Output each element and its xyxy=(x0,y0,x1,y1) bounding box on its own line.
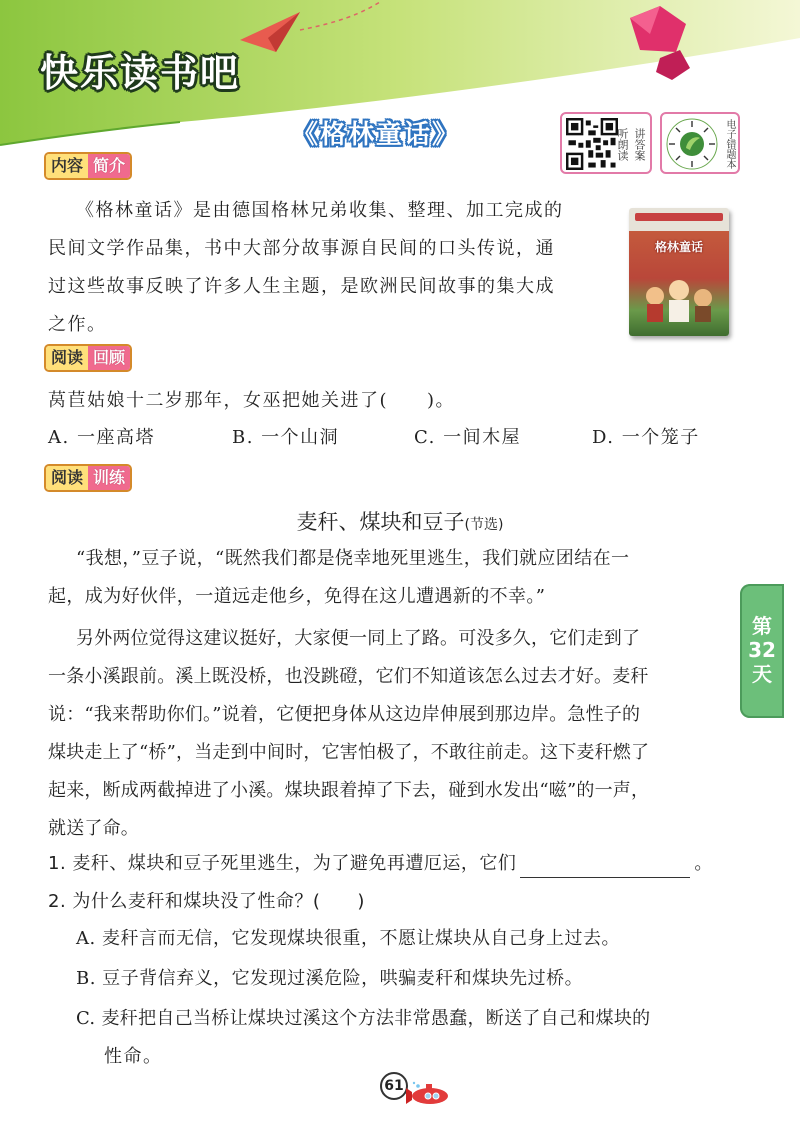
q2-option-c: C. 麦秆把自己当桥让煤块过溪这个方法非常愚蠢，断送了自己和煤块的 xyxy=(76,1008,651,1029)
review-option-d: D. 一个笼子 xyxy=(592,427,700,448)
story-line: 说：“我来帮助你们。”说着，它便把身体从这边岸伸展到那边岸。急性子的 xyxy=(48,704,641,725)
qr-code-audio[interactable] xyxy=(560,112,652,174)
question-1 xyxy=(48,850,713,878)
side-tab-text: 32 xyxy=(748,638,776,662)
mini-program-code-icon xyxy=(666,118,718,170)
tag-text: 简介 xyxy=(88,154,130,178)
section-tag-training xyxy=(44,464,132,492)
banner-title: 快乐读书吧 xyxy=(40,51,241,95)
story-line: “我想，”豆子说，“既然我们都是侥幸地死里逃生，我们就应团结在一 xyxy=(76,548,630,569)
qr-code-icon xyxy=(566,118,618,170)
submarine-icon xyxy=(402,1080,450,1108)
page-number: 61 xyxy=(380,1072,408,1100)
review-option-a: A. 一座高塔 xyxy=(48,427,155,448)
review-option-c: C. 一间木屋 xyxy=(414,427,522,448)
intro-line: 《格林童话》是由德国格林兄弟收集、整理、加工完成的 xyxy=(76,200,564,221)
section-tag-intro xyxy=(44,152,132,180)
story-line: 就送了命。 xyxy=(48,818,139,839)
qr-label-text: 电子错题本 xyxy=(724,119,735,169)
side-tab-text: 天 xyxy=(752,662,772,686)
tag-text: 训练 xyxy=(88,466,130,490)
qr-label xyxy=(616,118,646,170)
intro-line: 过这些故事反映了许多人生主题，是欧洲民间故事的集大成 xyxy=(48,276,555,297)
tag-text: 阅读 xyxy=(46,466,88,490)
side-tab-text: 第 xyxy=(752,614,772,638)
story-line: 一条小溪跟前。溪上既没桥，也没跳磴，它们不知道该怎么过去才好。麦秆 xyxy=(48,666,649,687)
q2-option-a: A. 麦秆言而无信，它发现煤块很重，不愿让煤块从自己身上过去。 xyxy=(76,928,620,949)
intro-line: 民间文学作品集，书中大部分故事源自民间的口头传说，通 xyxy=(48,238,555,259)
intro-line: 之作。 xyxy=(48,314,107,335)
story-title-note: (节选) xyxy=(464,517,504,533)
qr-label-text: 讲答案 xyxy=(633,127,646,161)
tag-text: 回顾 xyxy=(88,346,130,370)
qr-label xyxy=(718,118,734,170)
answer-blank[interactable] xyxy=(520,858,690,878)
story-line: 起来，断成两截掉进了小溪。煤块跟着掉了下去，碰到水发出“嗞”的一声， xyxy=(48,780,650,801)
story-line: 起，成为好伙伴，一道远走他乡，免得在这儿遭遇新的不幸。” xyxy=(48,586,546,607)
cover-title: 格林童话 xyxy=(654,240,703,254)
book-title: 《格林童话》 xyxy=(292,120,461,150)
tag-text: 阅读 xyxy=(46,346,88,370)
tag-text: 内容 xyxy=(46,154,88,178)
cover-illustration xyxy=(639,268,719,324)
review-option-b: B. 一个山洞 xyxy=(232,427,340,448)
story-line: 另外两位觉得这建议挺好，大家便一同上了路。可没多久，它们走到了 xyxy=(76,628,641,649)
review-question: 莴苣姑娘十二岁那年，女巫把她关进了( )。 xyxy=(48,390,456,411)
q2-option-c-cont: 性命。 xyxy=(104,1046,163,1067)
story-line: 煤块走上了“桥”，当走到中间时，它害怕极了，不敢往前走。这下麦秆燃了 xyxy=(48,742,650,763)
question-1-end: 。 xyxy=(694,853,713,874)
story-title xyxy=(0,506,800,536)
day-side-tab xyxy=(740,584,784,718)
question-2: 2. 为什么麦秆和煤块没了性命？( ) xyxy=(48,891,365,912)
q2-option-b: B. 豆子背信弃义，它发现过溪危险，哄骗麦秆和煤块先过桥。 xyxy=(76,968,584,989)
book-cover-image xyxy=(629,208,729,336)
qr-code-error-book[interactable] xyxy=(660,112,740,174)
section-tag-review xyxy=(44,344,132,372)
question-1-text: 1. 麦秆、煤块和豆子死里逃生，为了避免再遭厄运，它们 xyxy=(48,853,517,874)
cover-banner xyxy=(635,213,723,221)
story-title-text: 麦秆、煤块和豆子 xyxy=(296,510,465,534)
qr-label-text: 听朗读 xyxy=(616,127,629,161)
